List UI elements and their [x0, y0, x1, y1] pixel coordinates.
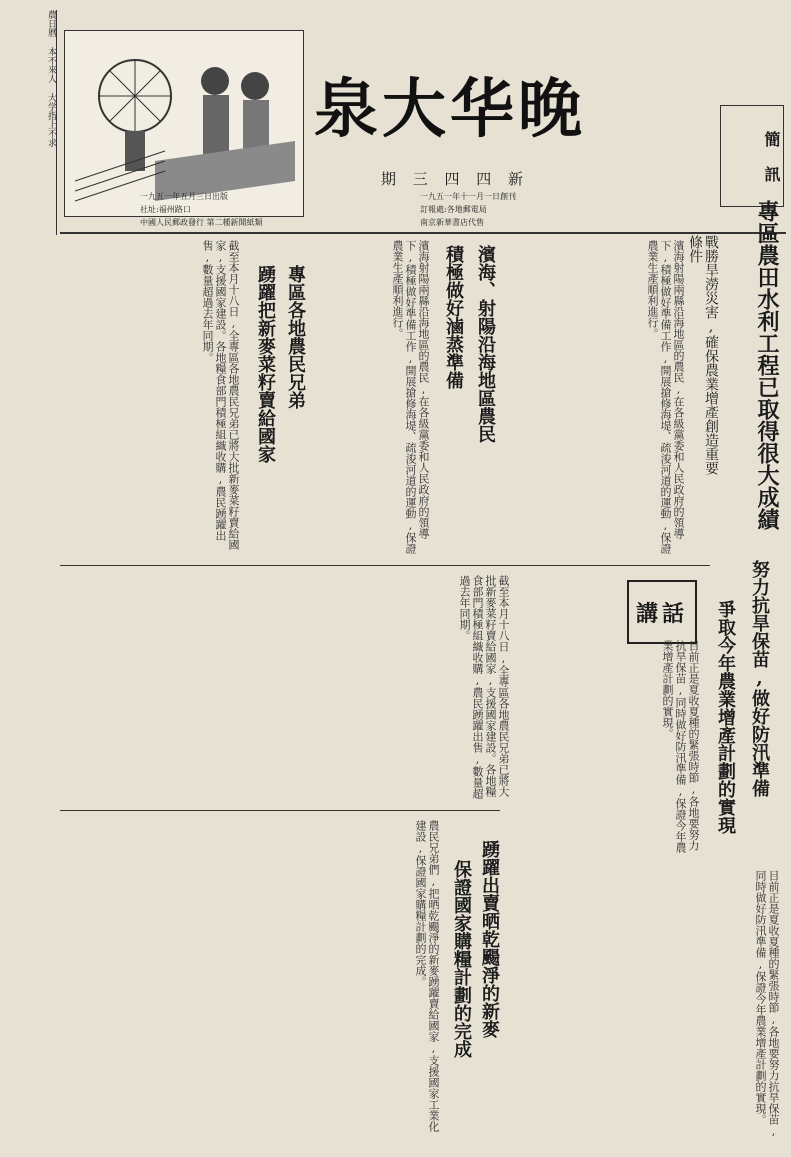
talk-title2: 爭取今年農業增產計劃的實現 — [715, 600, 736, 834]
article-farmers-title2: 踴躍把新麥菜籽賣給國家 — [255, 265, 276, 463]
info-left-line3: 中國人民郵政發行 第二種新聞紙類 — [140, 218, 263, 227]
info-right-line2: 訂報處:各地郵電局 — [420, 205, 487, 214]
news-brief-label: 簡 訊 — [762, 130, 781, 182]
article-main-body: 濱海射陽兩縣沿海地區的農民,在各級黨委和人民政府的領導下,積極做好準備工作,開展搶修海堤、疏浚河道的運動,保證農業生產順利進行。 — [646, 240, 685, 554]
talk-body: 目前正是夏收夏種的緊張時節,各地要努力抗旱保苗,同時做好防汛準備,保證今年農業增產計劃的實現。 — [661, 640, 700, 853]
article-dd-title: 濱海、射陽沿海地區農民 — [475, 245, 496, 443]
publication-info-left — [140, 190, 370, 229]
info-right-line3: 南京新華書店代售 — [420, 218, 484, 227]
bottom-body: 農民兄弟們,把晒乾颺淨的新麥踴躍賣給國家,支援國家工業化建設,保證國家購糧計劃的完成。 — [414, 820, 440, 1132]
bottom-title: 踴躍出賣晒乾颺淨的新麥 — [479, 840, 500, 1038]
bottom-title2: 保證國家購糧計劃的完成 — [451, 860, 472, 1058]
article-dd-body: 濱海射陽兩縣沿海地區的農民,在各級黨委和人民政府的領導下,積極做好準備工作,開展搶修海堤、疏浚河道的運動,保證農業生產順利進行。 — [391, 240, 430, 554]
talk-label-box — [627, 580, 697, 644]
article-farmers-body: 截至本月十八日,全專區各地農民兄弟已將大批新麥菜籽賣給國家,支援國家建設。各地糧食部門積極組織收購,農民踴躍出售,數量超過去年同期。 — [201, 240, 240, 550]
right-lower-body: 目前正是夏收夏種的緊張時節,各地要努力抗旱保苗,同時做好防汛準備,保證今年農業增產計劃的實現。 — [754, 870, 780, 1138]
publication-info-right — [420, 190, 650, 229]
mid-rule — [60, 565, 710, 566]
left-strip — [4, 10, 57, 235]
info-right-line1: 一九五一年十一月一日創刊 — [420, 192, 516, 201]
left-strip-text: 農日曆 本不來人 大学指上不求 — [46, 10, 56, 147]
masthead-title: 泉大华晚 — [314, 72, 586, 147]
lower-rule — [60, 810, 500, 811]
header-rule — [60, 232, 786, 234]
farm-illustration — [65, 31, 303, 216]
main-subheadline: 戰勝旱澇災害,確保農業增產創造重要條件 — [687, 235, 719, 475]
news-brief-box — [720, 105, 784, 207]
info-left-line1: 一九五一年五月三日出版 — [140, 192, 228, 201]
article-dd-title2: 積極做好滷蒸準備 — [443, 245, 464, 389]
mid-articles-body: 截至本月十八日,全專區各地農民兄弟已將大批新麥菜籽賣給國家,支援國家建設。各地糧食部門積極組織收購,農民踴躍出售,數量超過去年同期。 — [458, 575, 510, 799]
talk-title: 努力抗旱保苗,做好防汛準備 — [749, 560, 770, 797]
talk-label: 講話 — [635, 600, 688, 627]
info-left-line2: 社址:福州路口 — [140, 205, 191, 214]
main-headline: 專區農田水利工程已取得很大成績 — [754, 200, 780, 530]
masthead-illustration — [64, 30, 304, 217]
issue-number: 期 三 四 四 新 — [380, 170, 530, 188]
article-farmers-title: 專區各地農民兄弟 — [285, 265, 306, 409]
